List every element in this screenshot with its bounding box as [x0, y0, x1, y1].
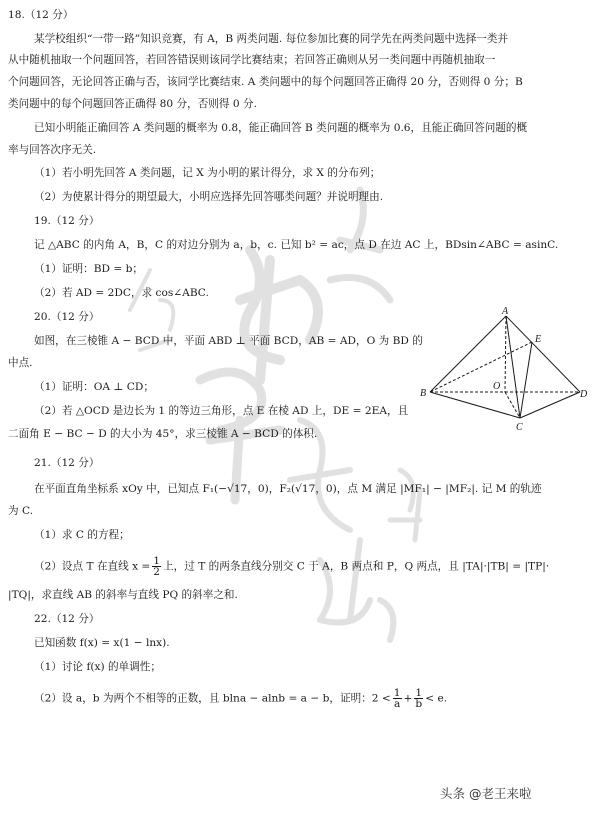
q18-subquestion-1: （1）若小明先回答 A 类问题，记 X 为小明的累计得分，求 X 的分布列； [34, 167, 381, 179]
vertex-label-E: E [535, 334, 542, 345]
edge-BC [430, 392, 520, 418]
q18-heading: 18.（12 分） [8, 9, 74, 21]
q22-paragraph-line-1: 已知函数 f(x) = x(1 − lnx). [34, 637, 170, 649]
q22-subquestion-1: （1）讨论 f(x) 的单调性； [34, 661, 161, 673]
plus-sign: + [403, 692, 413, 705]
q21-sub2-text-b: 上，过 T 的两条直线分别交 C 于 A，B 两点和 P，Q 两点，且 |TA|·|TB| = |TP|· [163, 560, 550, 573]
fraction-numerator: 1 [415, 687, 423, 699]
fraction-denominator: a [393, 698, 401, 710]
edge-AC [506, 316, 520, 418]
fraction-one-half [152, 556, 161, 577]
q21-paragraph-line-1: 在平面直角坐标系 xOy 中，已知点 F₁(−√17，0)，F₂(√17，0)，点 M 满足 |MF₁| − |MF₂|. 记 M 的轨迹 [34, 483, 542, 495]
q20-subquestion-2: （2）若 △OCD 是边长为 1 的等边三角形，点 E 在棱 AD 上，DE = 2EA，且 [34, 405, 409, 417]
q21-sub2-text-a: （2）设点 T 在直线 x = [34, 560, 151, 573]
fraction-one-over-b [414, 688, 423, 709]
vertex-label-B: B [420, 388, 427, 399]
q21-paragraph-line-2: 为 C. [8, 505, 34, 517]
q18-paragraph-line-4: 类问题中的每个问题回答正确得 80 分，否则得 0 分. [8, 98, 257, 110]
q22-heading: 22.（12 分） [34, 613, 100, 625]
q21-heading: 21.（12 分） [34, 457, 100, 469]
q19-heading: 19.（12 分） [34, 215, 100, 227]
fraction-denominator: 2 [153, 566, 161, 578]
fraction-denominator: b [415, 698, 423, 710]
pyramid-figure [420, 306, 588, 434]
q21-subquestion-1: （1）求 C 的方程； [34, 529, 130, 541]
q18-paragraph-line-6: 率与回答次序无关. [8, 144, 97, 156]
edge-AO [505, 316, 506, 392]
edge-AD [506, 316, 580, 392]
q21-subquestion-2-line-2: |TQ|，求直线 AB 的斜率与直线 PQ 的斜率之和. [8, 589, 238, 601]
q18-paragraph-line-3: 个问题回答，无论回答正确与否，该同学比赛结束. A 类问题中的每个问题回答正确得 20 分，否则得 0 分；B [8, 76, 523, 88]
q20-heading: 20.（12 分） [34, 311, 100, 323]
q18-subquestion-2: （2）为使累计得分的期望最大，小明应选择先回答哪类问题？并说明理由. [34, 191, 384, 203]
vertex-label-A: A [502, 306, 509, 317]
q19-subquestion-2: （2）若 AD = 2DC，求 cos∠ABC. [34, 287, 209, 299]
q20-subquestion-1: （1）证明：OA ⊥ CD； [34, 381, 154, 393]
edge-CD [520, 392, 580, 418]
fraction-one-over-a [393, 688, 402, 709]
edge-EC [520, 342, 532, 418]
fraction-numerator: 1 [393, 687, 401, 699]
q19-paragraph-line-1: 记 △ABC 的内角 A，B，C 的对边分别为 a，b，c. 已知 b² = ac，点 D 在边 AC 上，BDsin∠ABC = asinC. [34, 239, 559, 251]
q20-paragraph-line-2: 中点. [8, 357, 33, 369]
vertex-label-O: O [493, 381, 501, 392]
q20-paragraph-line-1: 如图，在三棱锥 A − BCD 中，平面 ABD ⊥ 平面 BCD，AB = AD，O 为 BD 的 [34, 335, 423, 347]
fraction-numerator: 1 [153, 555, 161, 567]
q22-sub2-text-a: （2）设 a，b 为两个不相等的正数，且 blna − alnb = a − b，证明：2 < [34, 692, 391, 705]
vertex-label-D: D [580, 389, 588, 400]
vertex-label-C: C [516, 422, 523, 433]
q18-paragraph-line-1: 某学校组织“一带一路”知识竞赛，有 A，B 两类问题. 每位参加比赛的同学先在两类问题中选择一类并 [34, 33, 509, 45]
q22-sub2-text-b: < e. [425, 692, 448, 705]
footer-watermark-text: 头条 @老王来啦 [440, 786, 532, 801]
q21-subquestion-2 [34, 556, 549, 577]
q20-paragraph-line-3: 二面角 E − BC − D 的大小为 45°，求三棱锥 A − BCD 的体积. [8, 428, 318, 440]
edge-EB [430, 342, 532, 392]
q18-paragraph-line-5: 已知小明能正确回答 A 类问题的概率为 0.8，能正确回答 B 类问题的概率为 0.6，且能正确回答问题的概 [34, 122, 528, 134]
q19-subquestion-1: （1）证明：BD = b； [34, 263, 143, 275]
q18-paragraph-line-2: 从中随机抽取一个问题回答，若回答错误则该同学比赛结束；若回答正确则从另一类问题中再随机抽取一 [8, 54, 496, 66]
q22-subquestion-2 [34, 688, 447, 709]
